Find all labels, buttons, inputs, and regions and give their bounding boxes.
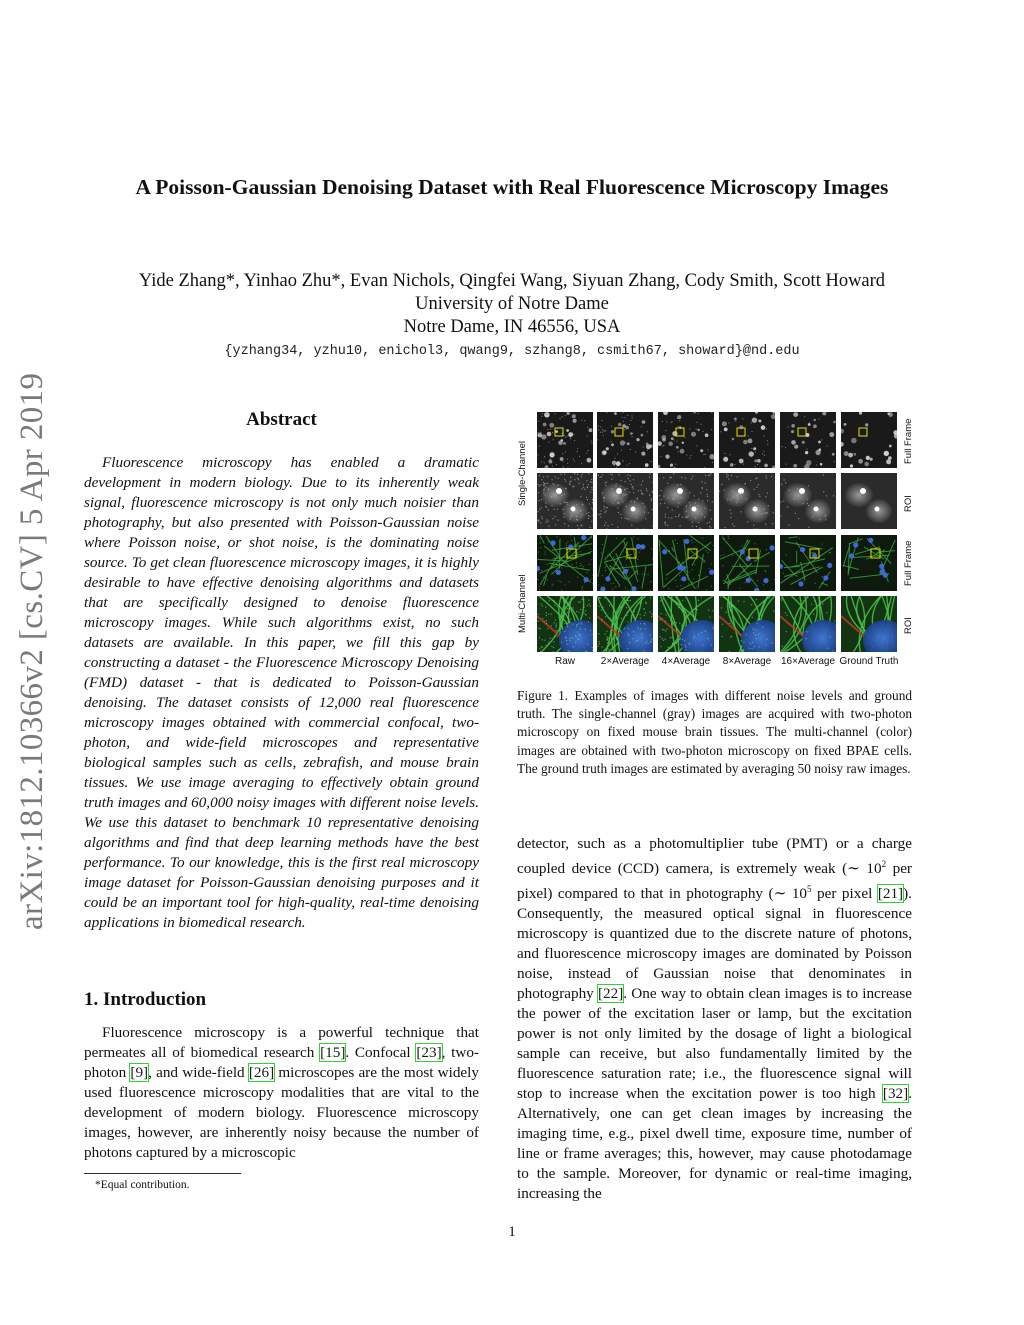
introduction-paragraph-continued xyxy=(517,834,912,1204)
authors-line: Yide Zhang*, Yinhao Zhu*, Evan Nichols, Qingfei Wang, Siyuan Zhang, Cody Smith, Scott Howard xyxy=(138,271,886,291)
citation-link[interactable]: [23] xyxy=(416,1044,442,1061)
intro-text: Fluorescence microscopy is a powerful technique that permeates all of biomedical research xyxy=(84,1024,479,1061)
microscopy-image xyxy=(780,473,836,529)
column-label: Ground Truth xyxy=(839,656,899,667)
microscopy-image xyxy=(841,473,897,529)
column-label: 16×Average xyxy=(780,656,836,667)
microscopy-image xyxy=(841,596,897,652)
author-emails: {yzhang34, yzhu10, enichol3, qwang9, szhang8, csmith67, showard}@nd.edu xyxy=(224,344,800,359)
microscopy-image xyxy=(658,596,714,652)
row-label: ROI xyxy=(903,495,914,512)
microscopy-image xyxy=(597,412,653,468)
row-label: Full Frame xyxy=(903,418,914,464)
body-text: per pixel xyxy=(811,885,878,903)
paper-title: A Poisson-Gaussian Denoising Dataset with Real Fluorescence Microscopy Images xyxy=(135,175,889,199)
footnote: *Equal contribution. xyxy=(95,1179,190,1191)
microscopy-image xyxy=(841,535,897,591)
citation-link[interactable]: [22] xyxy=(597,985,624,1003)
citation-link[interactable]: [32] xyxy=(882,1085,909,1103)
citation-link[interactable]: [9] xyxy=(130,1064,149,1081)
microscopy-image xyxy=(780,535,836,591)
microscopy-image xyxy=(719,596,775,652)
row-label: Full Frame xyxy=(903,540,914,586)
row-group-label: Single-Channel xyxy=(517,441,528,506)
figure-1 xyxy=(517,408,917,670)
microscopy-image xyxy=(780,596,836,652)
microscopy-image xyxy=(719,535,775,591)
affiliation: University of Notre Dame xyxy=(415,294,609,314)
citation-link[interactable]: [21] xyxy=(877,885,904,903)
column-label: 2×Average xyxy=(600,656,650,667)
microscopy-image xyxy=(537,596,593,652)
row-group-label: Multi-Channel xyxy=(517,574,528,633)
abstract-heading: Abstract xyxy=(246,409,317,430)
figure-caption: Figure 1. Examples of images with different noise levels and ground truth. The single-channel (gray) images are acquired with two-photon microscopy on fixed mouse brain tissues. The multi-channel (color) images are obtained with two-photon microscopy on fixed BPAE cells. The ground truth images are estimated by averaging 50 noisy raw images. xyxy=(517,688,912,776)
microscopy-image xyxy=(537,473,593,529)
row-label: ROI xyxy=(903,617,914,634)
body-text: per pixel) compared to that in photography (∼ 10 xyxy=(517,860,912,903)
intro-text: , and wide-field xyxy=(148,1064,249,1081)
microscopy-image xyxy=(537,535,593,591)
citation-link[interactable]: [15] xyxy=(320,1044,346,1061)
section-heading-introduction: 1. Introduction xyxy=(84,989,207,1010)
body-text: . One way to obtain clean images is to increase the power of the excitation laser or lamp, but the excitation power is not only limited by the dosage of light a biological sample can receive, but also fundamentally limited by the fluorescence saturation rate; i.e., the fluorescence signal will stop to increase when the excitation power is too high xyxy=(517,985,912,1103)
microscopy-image xyxy=(597,473,653,529)
column-label: 4×Average xyxy=(661,656,711,667)
superscript: 5 xyxy=(807,884,812,895)
citation-link[interactable]: [26] xyxy=(248,1064,275,1081)
superscript: 2 xyxy=(881,859,887,869)
body-text: ). Consequently, the measured optical signal in fluorescence microscopy is quantized due to the discrete nature of photons, and fluorescence microscopy images are dominated by Poisson noise, instead of Gaussian noise that denominates in photography xyxy=(517,885,912,1003)
microscopy-image xyxy=(597,535,653,591)
intro-text: . Confocal xyxy=(345,1044,417,1061)
microscopy-image xyxy=(719,412,775,468)
footnote-rule xyxy=(84,1173,241,1174)
microscopy-image xyxy=(780,412,836,468)
introduction-paragraph xyxy=(84,1023,479,1163)
microscopy-image xyxy=(719,473,775,529)
column-label: Raw xyxy=(554,656,575,667)
body-text: . Alternatively, one can get clean images by increasing the imaging time, e.g., pixel dwell time, exposure time, number of line or frame averages; this, however, may cause photodamage to the sample. Moreover, for dynamic or real-time imaging, increasing the xyxy=(517,1085,912,1203)
body-text: detector, such as a photomultiplier tube (PMT) or a charge coupled device (CCD) camera, is extremely weak (∼ 10 xyxy=(517,835,912,878)
abstract-text: Fluorescence microscopy has enabled a dramatic development in modern biology. Due to its inherently weak signal, fluorescence microscopy is not only much noisier than photography, but also presented with Poisson-Gaussian noise where Poisson noise, or shot noise, is the dominating noise source. To get clean fluorescence microscopy images, it is highly desirable to have effective denoising algorithms and datasets that are specifically designed to denoise fluorescence microscopy images. While such algorithms exist, no such datasets are available. In this paper, we fill this gap by constructing a dataset - the Fluorescence Microscopy Denoising (FMD) dataset - that is dedicated to Poisson-Gaussian denoising. The dataset consists of 12,000 real fluorescence microscopy images obtained with commercial confocal, two-photon, and wide-field microscopes and representative biological samples such as cells, zebrafish, and mouse brain tissues. We use image averaging to effectively obtain ground truth images and 60,000 noisy images with different noise levels. We use this dataset to benchmark 10 representative denoising algorithms and find that deep learning methods have the best performance. To our knowledge, this is the first real microscopy image dataset for Poisson-Gaussian denoising purposes and it could be an important tool for high-quality, real-time denoising applications in biomedical research. xyxy=(84,454,479,931)
microscopy-image xyxy=(658,412,714,468)
address: Notre Dame, IN 46556, USA xyxy=(403,317,621,337)
arxiv-stamp: arXiv:1812.10366v2 [cs.CV] 5 Apr 2019 xyxy=(14,372,50,930)
author-block xyxy=(60,270,964,339)
column-label: 8×Average xyxy=(722,656,772,667)
microscopy-image xyxy=(658,535,714,591)
page-number: 1 xyxy=(508,1224,516,1240)
intro-text: microscopes are the most widely used fluorescence microscopy modalities that are vital to the development of modern biology. Fluorescence microscopy images, however, are inherently noisy because the number of photons captured by a microscopic xyxy=(84,1064,479,1161)
microscopy-image xyxy=(658,473,714,529)
intro-text: , two-photon xyxy=(84,1044,480,1081)
microscopy-image xyxy=(537,412,593,468)
microscopy-image xyxy=(597,596,653,652)
microscopy-image xyxy=(841,412,897,468)
